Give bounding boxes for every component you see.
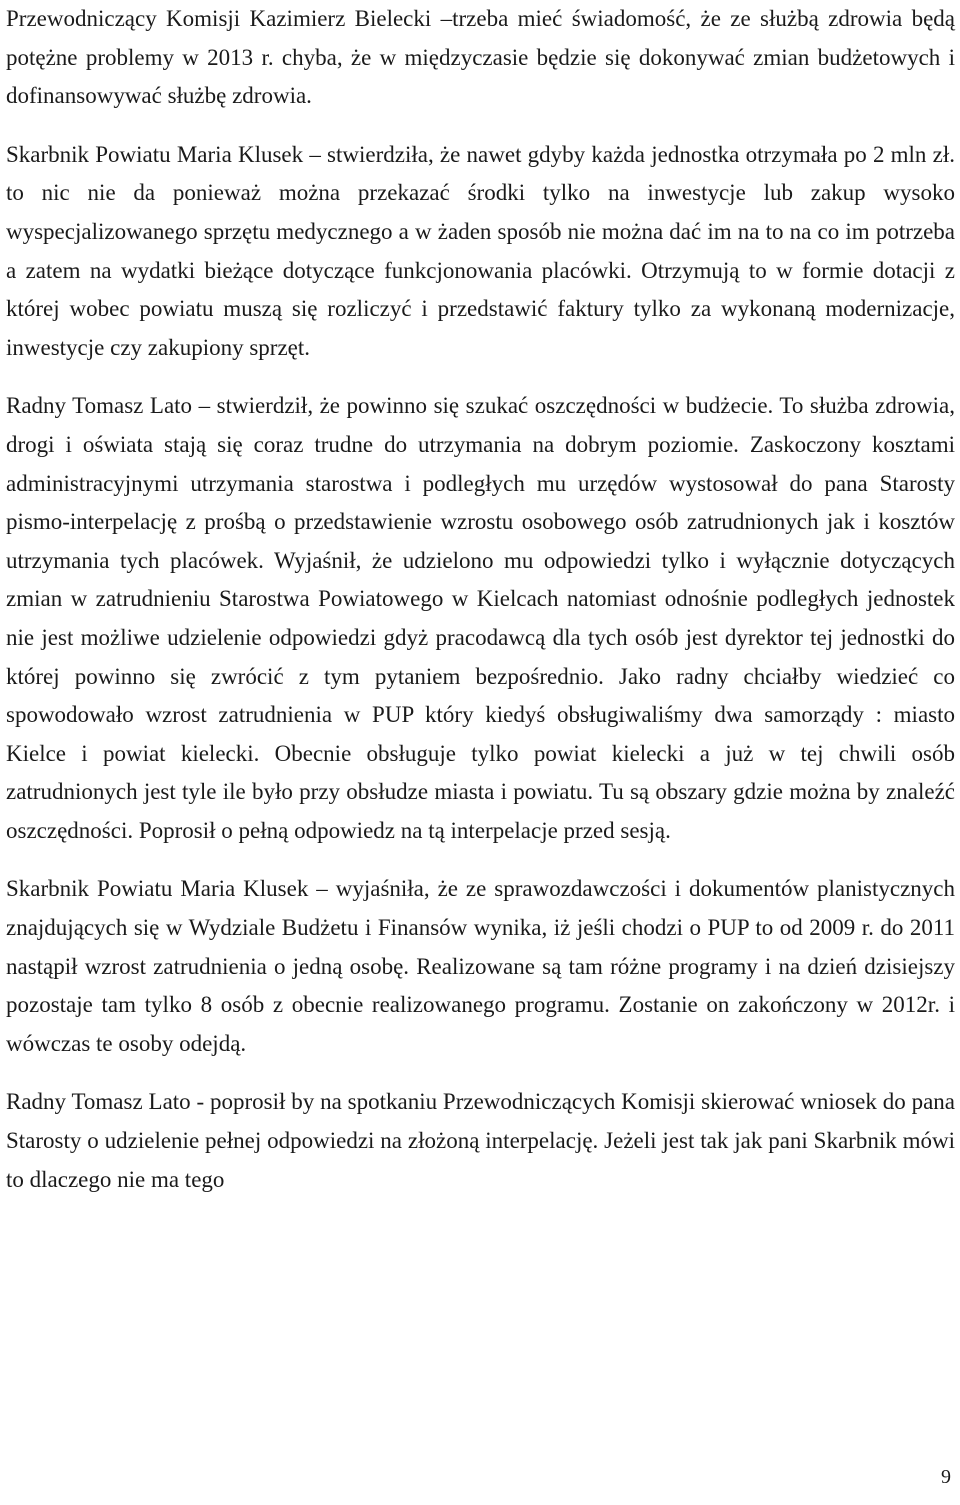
paragraph-chairman-bielecki: Przewodniczący Komisji Kazimierz Bielecki –trzeba mieć świadomość, że ze służbą zdrowia będą potężne problemy w 2013 r. chyba, że w międzyczasie będzie się dokonywać zmian budżetowych i dofinansowywać służbę zdrowia.: [6, 6, 955, 109]
paragraph-councillor-lato-request: Radny Tomasz Lato - poprosił by na spotkaniu Przewodniczących Komisji skierować wniosek do pana Starosty o udzielenie pełnej odpowiedzi na złożoną interpelację. Jeżeli jest tak jak pani Skarbnik mówi to dlaczego nie ma tego: [6, 1089, 955, 1192]
paragraph-treasurer-klusek: Skarbnik Powiatu Maria Klusek – stwierdziła, że nawet gdyby każda jednostka otrzymała po 2 mln zł. to nic nie da ponieważ można przekazać środki tylko na inwestycje lub zakup wysoko wyspecjalizowanego sprzętu medycznego a w żaden sposób nie można dać im na to na co im potrzeba a zatem na wydatki bieżące dotyczące funkcjonowania placówki. Otrzymują to w formie dotacji z której wobec powiatu muszą się rozliczyć i przedstawić faktury tylko za wykonaną modernizacje, inwestycje czy zakupiony sprzęt.: [6, 141, 955, 360]
paragraph-councillor-lato: Radny Tomasz Lato – stwierdził, że powinno się szukać oszczędności w budżecie. To służba zdrowia, drogi i oświata stają się coraz trudne do utrzymania na dobrym poziomie. Zaskoczony kosztami administracyjnymi utrzymania starostwa i podległych mu urzędów wystosował do pana Starosty pismo-interpelację z prośbą o przedstawienie wzrostu osobowego osób zatrudnionych jak i kosztów utrzymania tych placówek. Wyjaśnił, że udzielono mu odpowiedzi tylko i wyłącznie dotyczących zmian w zatrudnieniu Starostwa Powiatowego w Kielcach natomiast odnośnie podległych jednostek nie jest możliwe udzielenie odpowiedzi gdyż pracodawcą dla tych osób jest dyrektor tej jednostki do której powinno się zwrócić z tym pytaniem bezpośrednio. Jako radny chciałby wiedzieć co spowodowało wzrost zatrudnienia w PUP który kiedyś obsługiwaliśmy dwa samorządy : miasto Kielce i powiat kielecki. Obecnie obsługuje tylko powiat kielecki a już w tej chwili osób zatrudnionych jest tyle ile było przy obsłudze miasta i powiatu. Tu są obszary gdzie można by znaleźć oszczędności. Poprosił o pełną odpowiedz na tą interpelacje przed sesją.: [6, 393, 955, 843]
paragraph-treasurer-klusek-reply: Skarbnik Powiatu Maria Klusek – wyjaśniła, że ze sprawozdawczości i dokumentów planistycznych znajdujących się w Wydziale Budżetu i Finansów wynika, iż jeśli chodzi o PUP to od 2009 r. do 2011 nastąpił wzrost zatrudnienia o jedną osobę. Realizowane są tam różne programy i na dzień dzisiejszy pozostaje tam tylko 8 osób z obecnie realizowanego programu. Zostanie on zakończony w 2012r. i wówczas te osoby odejdą.: [6, 876, 955, 1056]
page-number: 9: [941, 1466, 951, 1488]
document-page: [6, 0, 955, 1199]
